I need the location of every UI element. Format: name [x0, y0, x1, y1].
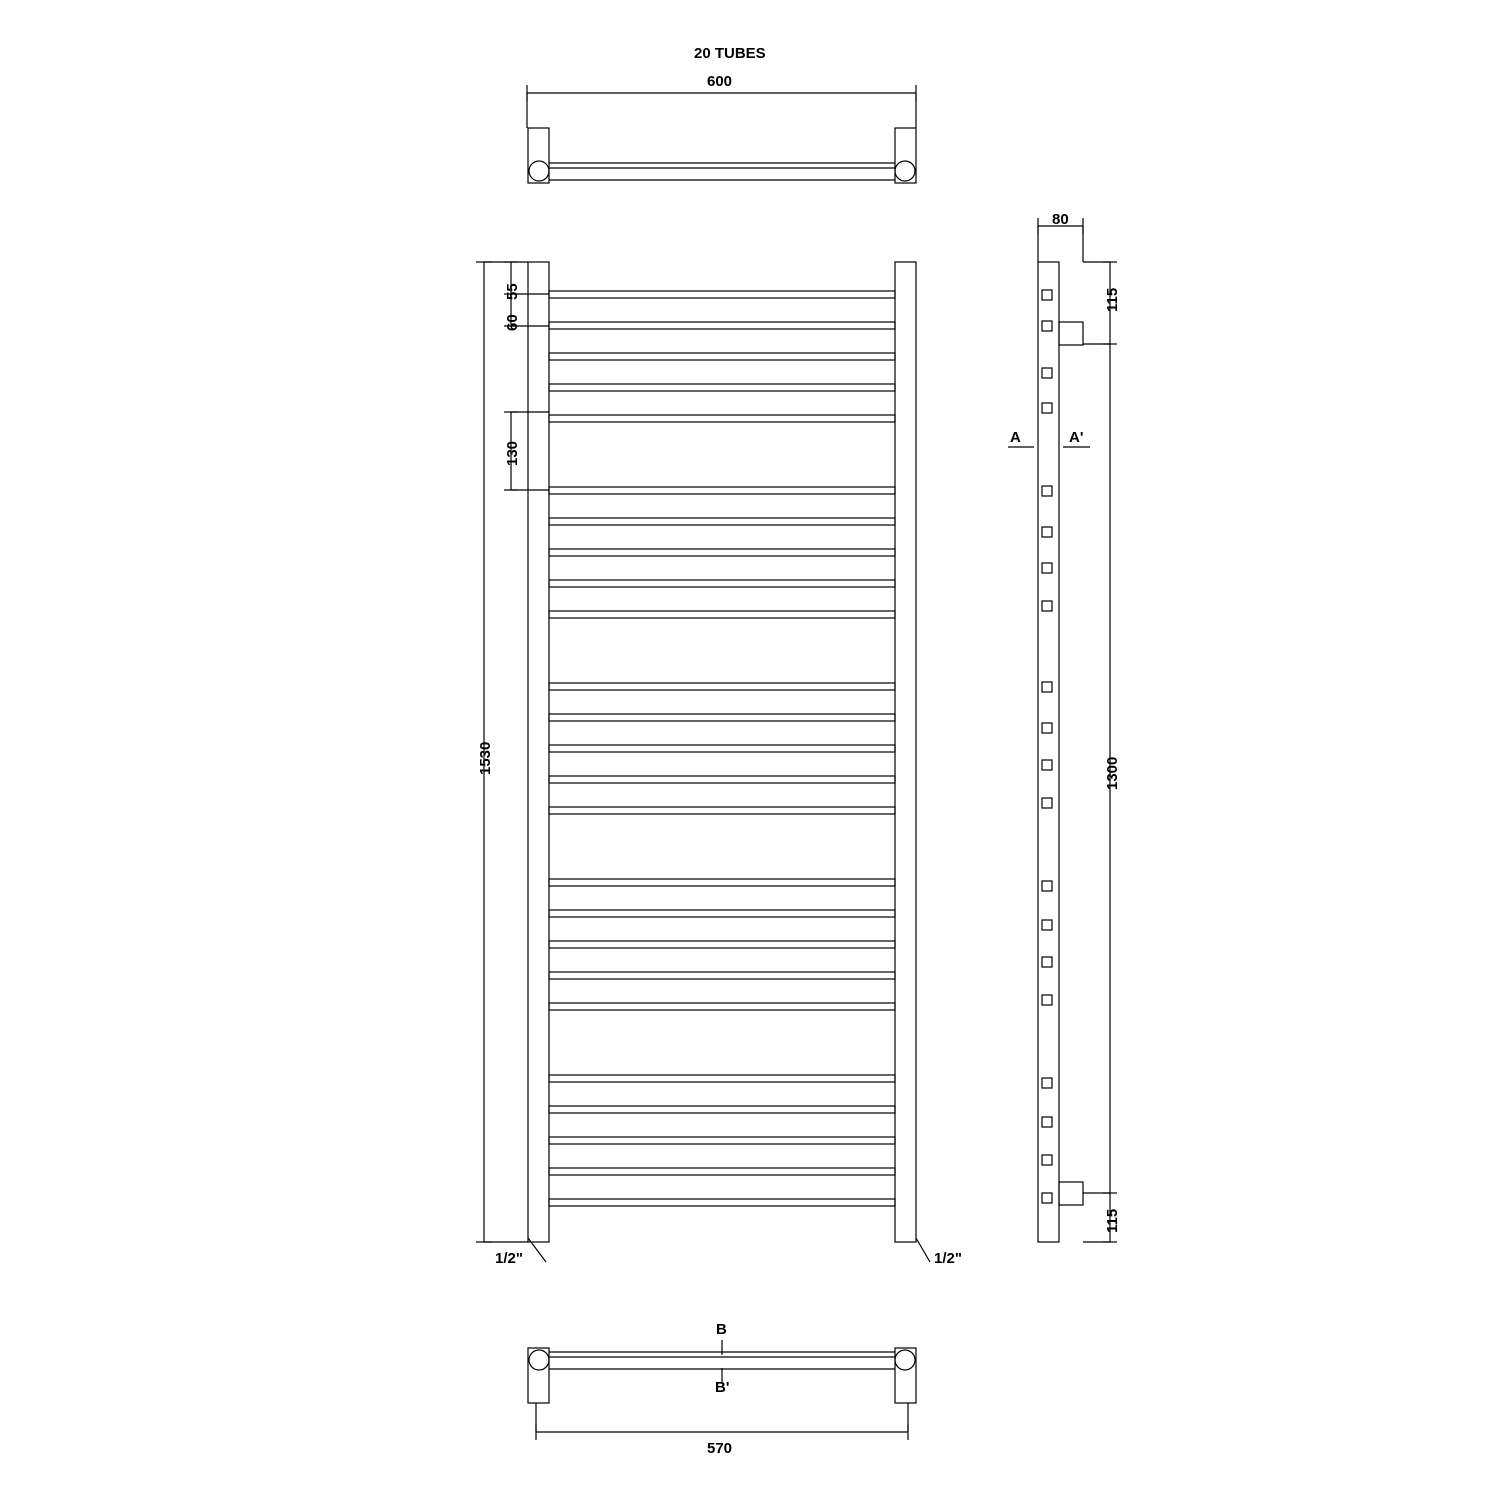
- section-a-label: A: [1010, 429, 1021, 446]
- section-b-prime-label: B': [715, 1379, 730, 1396]
- front-elevation-group: [476, 262, 930, 1262]
- tube-gap-second-dimension: 60: [504, 314, 521, 331]
- bracket-top: [1059, 322, 1083, 345]
- overall-height-dimension: 1530: [477, 741, 494, 775]
- right-connection-label: 1/2": [934, 1250, 962, 1267]
- top-width-dimension: 600: [707, 73, 733, 90]
- top-view-group: [527, 85, 916, 183]
- tube-bars: [549, 291, 895, 1206]
- tube-gap-top-dimension: 55: [504, 283, 521, 300]
- left-connection-label: 1/2": [495, 1250, 523, 1267]
- section-a-prime-label: A': [1069, 429, 1084, 446]
- side-elevation-group: [1008, 218, 1117, 1242]
- bracket-top-dimension: 115: [1104, 287, 1121, 312]
- bracket-centres-dimension: 1300: [1104, 756, 1121, 790]
- bracket-bottom-dimension: 115: [1104, 1208, 1121, 1233]
- tube-count-label: 20 TUBES: [694, 45, 766, 62]
- section-b-label: B: [716, 1321, 727, 1338]
- tube-end-squares: [1042, 290, 1052, 1203]
- bracket-bottom: [1059, 1182, 1083, 1205]
- bottom-width-dimension: 570: [707, 1440, 733, 1457]
- depth-dimension: 80: [1052, 211, 1069, 228]
- tube-group-pitch-dimension: 130: [504, 440, 521, 466]
